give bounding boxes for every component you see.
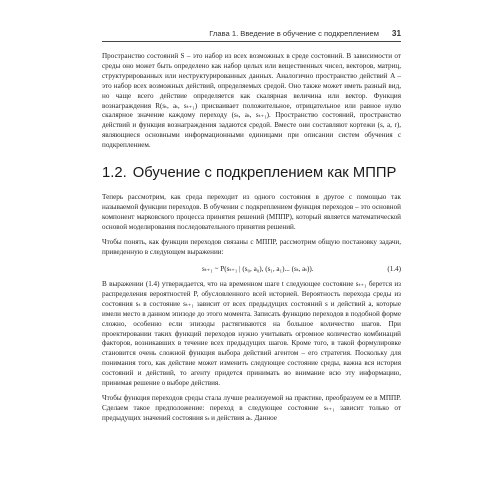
equation-1-4: [102, 263, 401, 275]
section-heading: [102, 165, 401, 181]
paragraph-markov-assumption: Чтобы функция переходов среды стала лучше реализуемой на практике, преобразуем ее в МППР. Сделаем такое предположение: переход в следующее состояние sₜ₊₁ зависит только от предыдущих значений состояния sₜ и действия aₜ. Данное: [102, 394, 401, 422]
paragraph-transition-function: Теперь рассмотрим, как среда переходит из одного состояния в другое с помощью так называемой функции переходов. В обучении с подкреплением функция переходов – это основной компонент марковского процесса принятия решений (МППР), который является математической основой моделирования последовательного принятия решений.: [102, 193, 401, 231]
paragraph-state-space: Пространство состояний S – это набор из всех возможных в среде состояний. В зависимости от среды оно может быть определено как набор целых или вещественных чисел, векторов, матриц, структурированных или неструктурированных данных. Аналогично пространство действий A – это набор всех возможных действий, определяемых средой. Оно также может иметь разный вид, но чаще всего действие определяется как скалярная величина или вектор. Функция вознаграждения R(sₜ, aₜ, sₜ₊₁) присваивает положительное, отрицательное или равное нулю скалярное значение каждому переходу (sₜ, aₜ, sₜ₊₁). Пространство состояний, пространство действий и функция вознаграждения задаются средой. Вместе они составляют кортежи (s, a, r), являющиеся основными информационными единицами при описании систем обучения с подкреплением.: [102, 52, 401, 150]
section-title-text: Обучение с подкреплением как МППР: [132, 165, 397, 181]
running-header: [102, 28, 401, 42]
page-number: 31: [391, 29, 401, 38]
section-number: 1.2.: [102, 165, 127, 181]
equation-expression: sₜ₊₁ ~ P(sₜ₊₁ | (s₀, a₀), (s₁, a₁)... (sₜ, aₜ)).: [202, 265, 314, 273]
equation-number: (1.4): [387, 265, 401, 273]
chapter-title: Глава 1. Введение в обучение с подкреплением: [209, 29, 379, 38]
paragraph-problem-setup: Чтобы понять, как функции переходов связаны с МППР, рассмотрим общую постановку задачи, приведенную в следующем выражении:: [102, 238, 401, 256]
paragraph-history-dependence: В выражении (1.4) утверждается, что на временном шаге t следующее состояние sₜ₊₁ берется из распределения вероятностей P, обусловленного всей историей. Вероятность перехода среды из состояния sₜ в состояние sₜ₊₁ зависит от всех предыдущих состояний s и действий a, которые имели место в данном эпизоде до этого момента. Записать функцию переходов в подобной форме сложно, особенно если эпизоды растягиваются на большое количество шагов. При проектировании таких функций переходов нужно учитывать огромное количество комбинаций факторов, возникавших в течение всех предыдущих шагов. Кроме того, в такой формулировке становится очень сложной функция выбора действий агентом – его стратегия. Поскольку для понимания того, как действие может изменить следующее состояние среды, важна вся история состояний и действий, то агенту придется принимать во внимание всю эту информацию, принимая решение о выборе действия.: [102, 280, 401, 388]
